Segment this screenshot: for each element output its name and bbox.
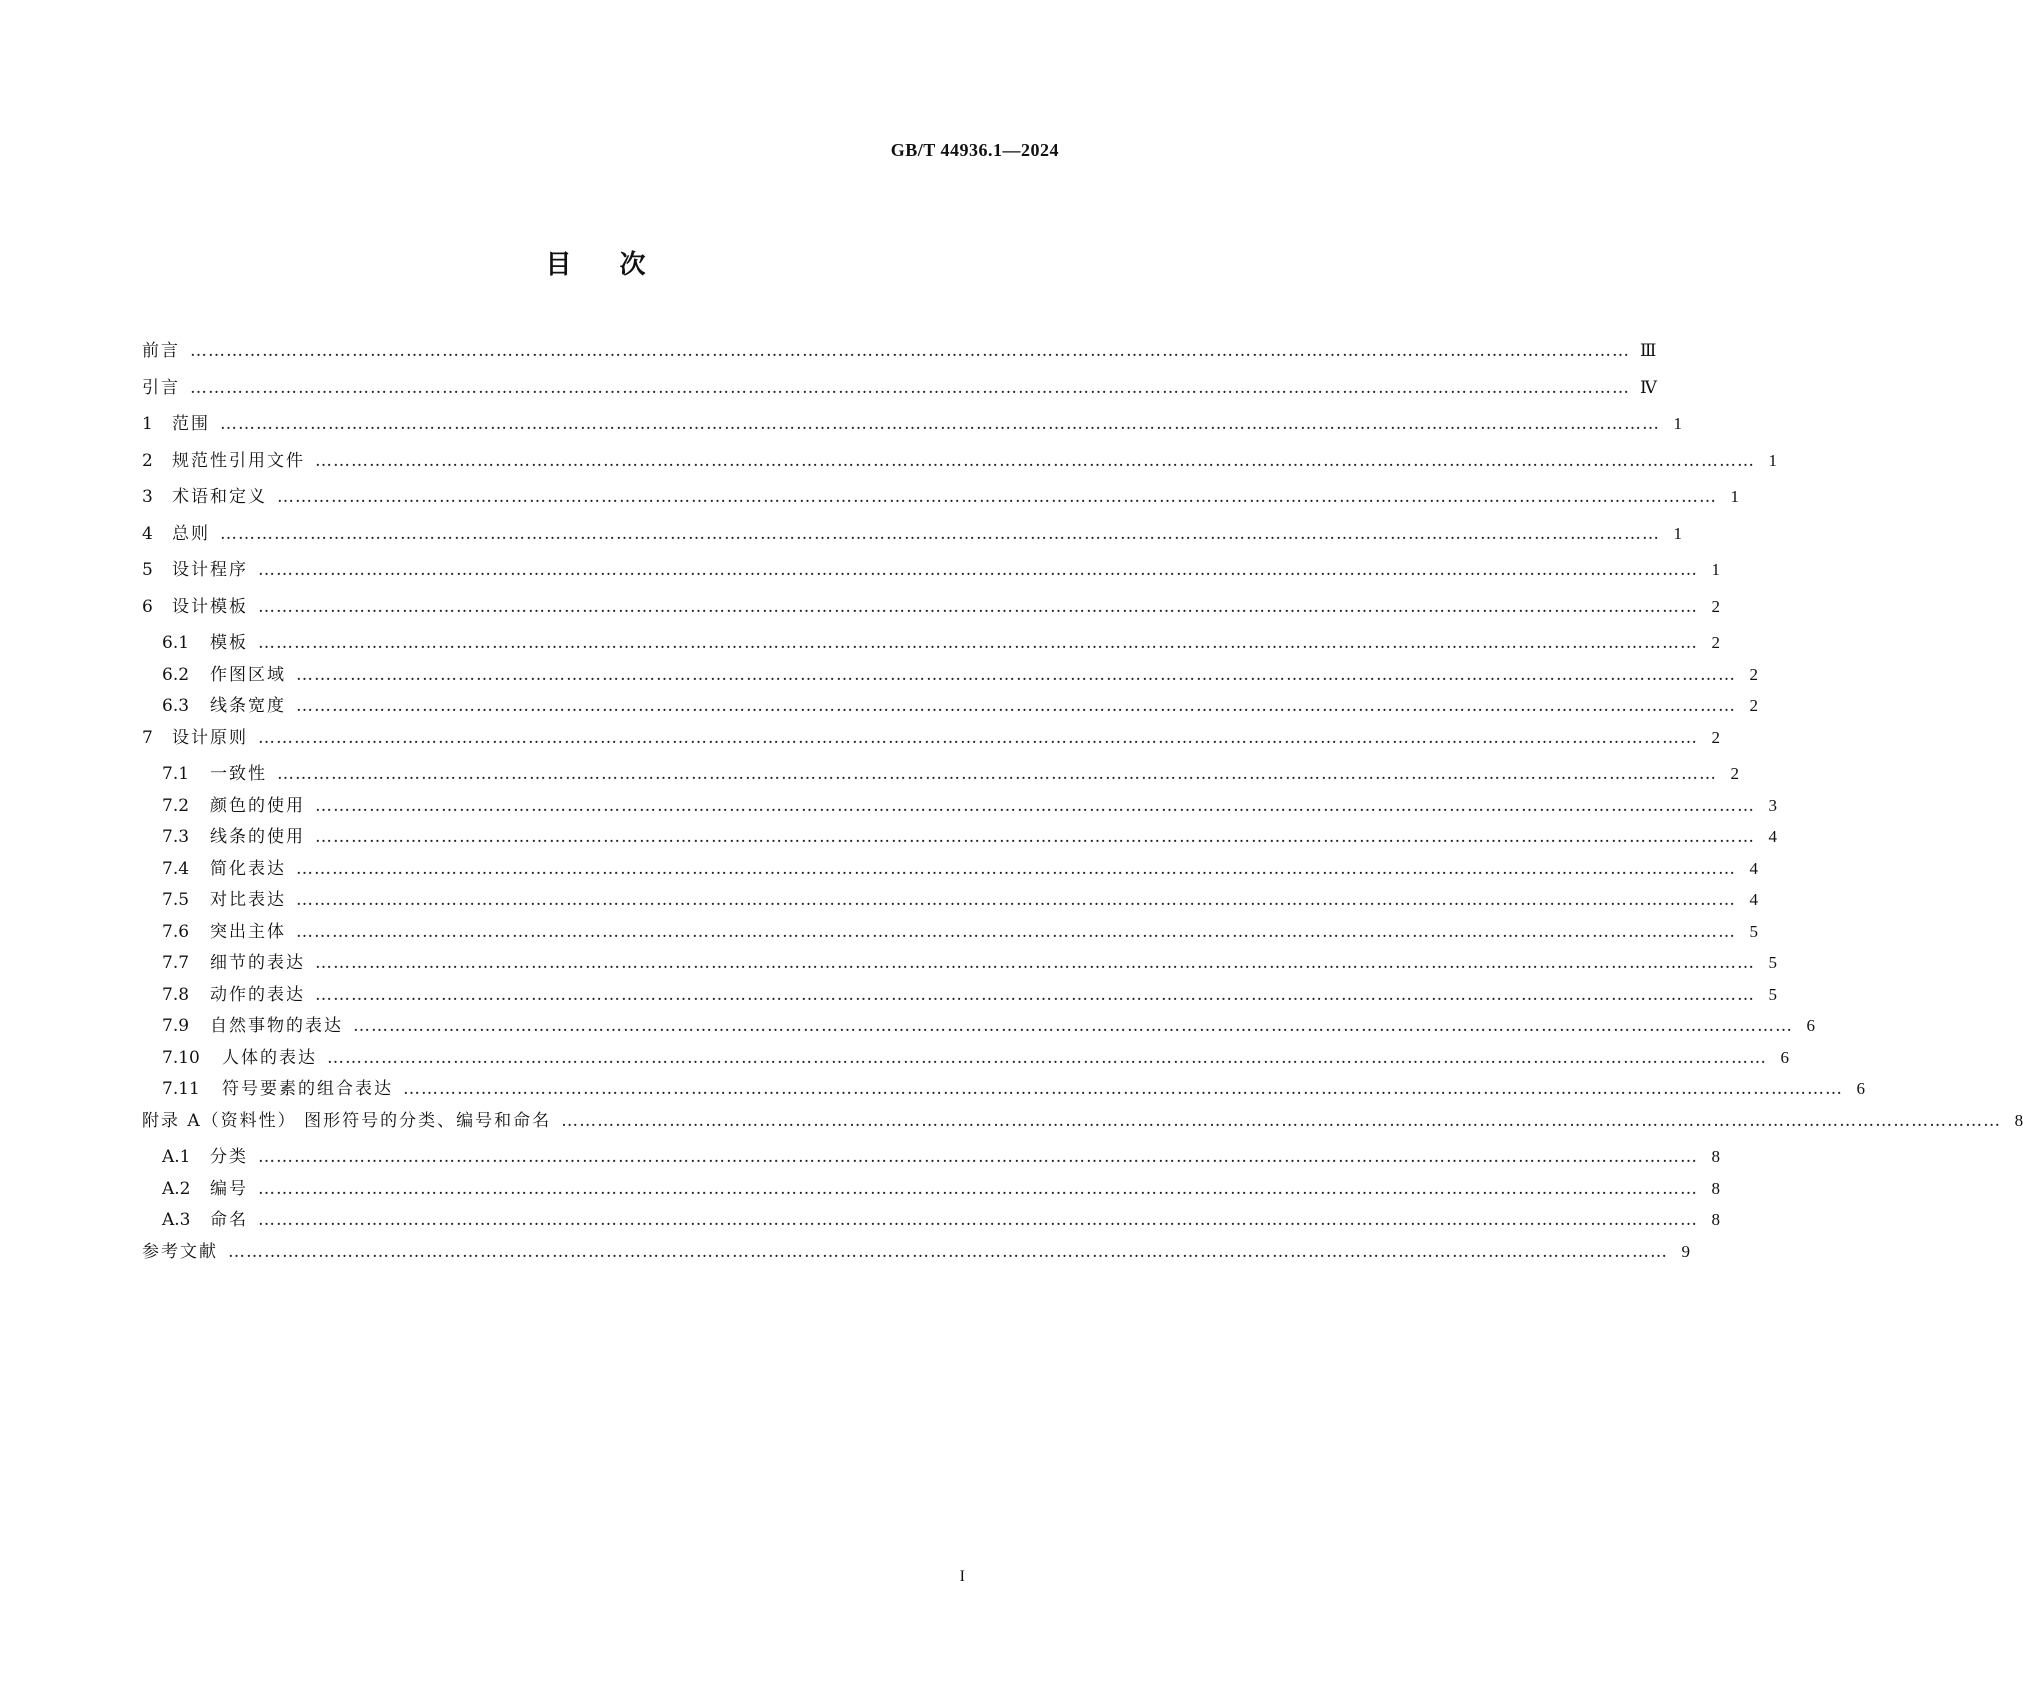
toc-page-number: 4	[1749, 890, 1758, 909]
toc-entry-title: 对比表达	[210, 890, 286, 910]
toc-page-number: 5	[1768, 953, 1777, 972]
toc-leader: ……………………………………………………………………………………………………………………………………………………………………………………………………………………	[220, 523, 1660, 544]
toc-leader: ……………………………………………………………………………………………………………………………………………………………………………………………………………………	[315, 984, 1755, 1005]
toc-entry-title: 编号	[210, 1178, 248, 1199]
toc-entry-section-7-11[interactable]	[142, 1078, 1865, 1110]
toc-entry-title: 总则	[172, 523, 210, 544]
toc-entry-title: 附录 A（资料性） 图形符号的分类、编号和命名	[142, 1110, 552, 1131]
toc-leader: ……………………………………………………………………………………………………………………………………………………………………………………………………………………	[258, 560, 1698, 580]
toc-leader: ……………………………………………………………………………………………………………………………………………………………………………………………………………………	[277, 487, 1717, 507]
toc-leader: ……………………………………………………………………………………………………………………………………………………………………………………………………………………	[561, 1110, 2002, 1131]
toc-entry-title: 突出主体	[210, 921, 286, 942]
toc-leader: ……………………………………………………………………………………………………………………………………………………………………………………………………………………	[258, 1147, 1698, 1167]
toc-entry-section-7-8[interactable]	[142, 984, 1777, 1016]
toc-page-number: 1	[1768, 450, 1777, 470]
toc-entry-number: 6.2	[162, 664, 190, 685]
toc-leader: ……………………………………………………………………………………………………………………………………………………………………………………………………………………	[315, 953, 1755, 973]
toc-entry-title: 动作的表达	[210, 984, 305, 1005]
toc-page-number: 2	[1711, 596, 1720, 616]
toc-entry-number: A.3	[162, 1210, 191, 1230]
toc-page-number: 8	[2014, 1110, 2023, 1130]
toc-entry-number: A.1	[162, 1147, 191, 1167]
toc-page-number: 4	[1749, 858, 1758, 878]
toc-entry-section-7-4[interactable]	[142, 858, 1758, 890]
toc-entry-section-6[interactable]	[142, 596, 1720, 633]
toc-entry-title: 线条宽度	[210, 696, 286, 716]
toc-page-number: 6	[1856, 1079, 1865, 1098]
toc-page-number: 1	[1673, 414, 1682, 433]
toc-entry-number: 6.1	[162, 633, 190, 653]
toc-page-number: 6	[1780, 1047, 1789, 1067]
toc-leader: ……………………………………………………………………………………………………………………………………………………………………………………………………………………	[190, 341, 1630, 361]
toc-entry-title: 引言	[142, 377, 180, 398]
toc-page-number: 8	[1711, 1147, 1720, 1166]
toc-entry-number: 6.3	[162, 696, 190, 716]
toc-page-number: 2	[1749, 664, 1758, 684]
toc-entry-number: 7.7	[162, 953, 190, 973]
toc-entry-number: 7.11	[162, 1079, 200, 1099]
toc-page-number: 5	[1768, 984, 1777, 1004]
toc-entry-section-7-1[interactable]	[142, 763, 1739, 795]
toc-entry-number: 1	[142, 414, 153, 434]
page-title: 目次	[545, 250, 694, 280]
toc-entry-number: 4	[142, 523, 153, 544]
toc-page-number: Ⅳ	[1640, 377, 1657, 397]
toc-page-number: 8	[1711, 1210, 1720, 1229]
toc-page-number: 8	[1711, 1178, 1720, 1198]
toc-entry-appendix-a[interactable]	[142, 1110, 2023, 1147]
toc-entry-number: 7.10	[162, 1047, 200, 1068]
toc-leader: ……………………………………………………………………………………………………………………………………………………………………………………………………………………	[258, 596, 1698, 617]
toc-entry-section-6-1[interactable]	[142, 632, 1720, 664]
toc-entry-section-7-10[interactable]	[142, 1047, 1789, 1079]
toc-leader: ……………………………………………………………………………………………………………………………………………………………………………………………………………………	[258, 1178, 1698, 1199]
toc-entry-title: 前言	[142, 341, 180, 361]
toc-page-number: 3	[1768, 795, 1777, 815]
toc-entry-title: 分类	[210, 1147, 248, 1167]
toc-page-number: 1	[1730, 487, 1739, 506]
toc-entry-section-5[interactable]	[142, 559, 1720, 596]
toc-entry-number: 7.3	[162, 827, 190, 847]
toc-leader: ……………………………………………………………………………………………………………………………………………………………………………………………………………………	[220, 414, 1660, 434]
toc-entry-number: 2	[142, 450, 153, 471]
toc-entry-section-7-2[interactable]	[142, 795, 1777, 827]
toc-page-number: 9	[1681, 1241, 1690, 1261]
toc-leader: ……………………………………………………………………………………………………………………………………………………………………………………………………………………	[190, 377, 1630, 398]
toc-entry-title: 范围	[172, 414, 210, 434]
toc-entry-title: 作图区域	[210, 664, 286, 685]
toc-entry-number: 7.5	[162, 890, 190, 910]
toc-entry-section-7-3[interactable]	[142, 826, 1777, 858]
toc-leader: ……………………………………………………………………………………………………………………………………………………………………………………………………………………	[258, 633, 1698, 653]
toc-entry-section-7-6[interactable]	[142, 921, 1758, 953]
toc-entry-section-3[interactable]	[142, 486, 1739, 523]
toc-entry-number: 7.1	[162, 764, 190, 784]
toc-page-number: 2	[1711, 633, 1720, 652]
toc-leader: ……………………………………………………………………………………………………………………………………………………………………………………………………………………	[296, 858, 1736, 879]
toc-entry-section-7-7[interactable]	[142, 952, 1777, 984]
toc-entry-title: 线条的使用	[210, 827, 305, 847]
toc-leader: ……………………………………………………………………………………………………………………………………………………………………………………………………………………	[353, 1016, 1793, 1036]
toc-entry-number: A.2	[162, 1178, 191, 1199]
toc-leader: ……………………………………………………………………………………………………………………………………………………………………………………………………………………	[296, 890, 1736, 910]
toc-leader: ……………………………………………………………………………………………………………………………………………………………………………………………………………………	[258, 727, 1698, 748]
toc-entry-title: 模板	[210, 633, 248, 653]
toc-page-number: 1	[1673, 523, 1682, 543]
toc-entry-section-7-9[interactable]	[142, 1015, 1815, 1047]
toc-entry-section-7[interactable]	[142, 727, 1720, 764]
toc-entry-title: 符号要素的组合表达	[222, 1079, 393, 1099]
toc-entry-title: 简化表达	[210, 858, 286, 879]
toc-entry-number: 5	[142, 560, 153, 580]
toc-leader: ……………………………………………………………………………………………………………………………………………………………………………………………………………………	[296, 921, 1736, 942]
toc-entry-title: 颜色的使用	[210, 795, 305, 816]
toc-page-number: 6	[1806, 1016, 1815, 1035]
toc-entry-title: 设计程序	[172, 560, 248, 580]
toc-entry-introduction[interactable]	[142, 377, 1657, 414]
toc-leader: ……………………………………………………………………………………………………………………………………………………………………………………………………………………	[327, 1047, 1767, 1068]
toc-entry-appendix-a-3[interactable]	[142, 1209, 1720, 1241]
toc-entry-title: 细节的表达	[210, 953, 305, 973]
toc-entry-number: 7.2	[162, 795, 190, 816]
toc-page-number: Ⅲ	[1640, 341, 1657, 360]
toc-entry-section-1[interactable]	[142, 413, 1682, 450]
toc-leader: ……………………………………………………………………………………………………………………………………………………………………………………………………………………	[228, 1241, 1668, 1262]
toc-page-number: 2	[1730, 764, 1739, 783]
toc-entry-title: 设计模板	[172, 596, 248, 617]
toc-entry-number: 7.4	[162, 858, 190, 879]
toc-entry-bibliography[interactable]	[142, 1241, 1690, 1278]
toc-entry-number: 6	[142, 596, 153, 617]
toc-leader: ……………………………………………………………………………………………………………………………………………………………………………………………………………………	[296, 664, 1736, 685]
toc-page-number: 5	[1749, 921, 1758, 941]
toc-entry-title: 规范性引用文件	[172, 450, 305, 471]
toc-leader: ……………………………………………………………………………………………………………………………………………………………………………………………………………………	[315, 450, 1755, 471]
toc-entry-title: 设计原则	[172, 727, 248, 748]
toc-entry-appendix-a-2[interactable]	[142, 1178, 1720, 1210]
toc-leader: ……………………………………………………………………………………………………………………………………………………………………………………………………………………	[277, 764, 1717, 784]
document-code: GB/T 44936.1—2024	[890, 140, 1059, 160]
toc-page-number: 1	[1711, 560, 1720, 579]
toc-leader: ……………………………………………………………………………………………………………………………………………………………………………………………………………………	[315, 827, 1755, 847]
toc-entry-number: 7.6	[162, 921, 190, 942]
toc-entry-title: 术语和定义	[172, 487, 267, 507]
toc-page-number: 4	[1768, 827, 1777, 846]
toc-entry-section-4[interactable]	[142, 523, 1682, 560]
toc-entry-section-7-5[interactable]	[142, 889, 1758, 921]
toc-entry-foreword[interactable]	[142, 340, 1657, 377]
toc-entry-title: 自然事物的表达	[210, 1016, 343, 1036]
toc-entry-section-6-3[interactable]	[142, 695, 1758, 727]
toc-leader: ……………………………………………………………………………………………………………………………………………………………………………………………………………………	[258, 1210, 1698, 1230]
toc-entry-title: 一致性	[210, 764, 267, 784]
toc-entry-title: 参考文献	[142, 1241, 218, 1262]
toc-leader: ……………………………………………………………………………………………………………………………………………………………………………………………………………………	[403, 1079, 1843, 1099]
toc-page-number: 2	[1711, 727, 1720, 747]
page-number: I	[959, 1568, 965, 1585]
toc-leader: ……………………………………………………………………………………………………………………………………………………………………………………………………………………	[296, 696, 1736, 716]
toc-entry-appendix-a-1[interactable]	[142, 1146, 1720, 1178]
toc-entry-section-2[interactable]	[142, 450, 1777, 487]
toc-entry-section-6-2[interactable]	[142, 664, 1758, 696]
toc-entry-title: 人体的表达	[222, 1047, 317, 1068]
table-of-contents	[142, 340, 2023, 1277]
toc-page-number: 2	[1749, 696, 1758, 715]
toc-entry-title: 命名	[210, 1210, 248, 1230]
toc-entry-number: 7.9	[162, 1016, 190, 1036]
toc-entry-number: 3	[142, 487, 153, 507]
toc-leader: ……………………………………………………………………………………………………………………………………………………………………………………………………………………	[315, 795, 1755, 816]
toc-entry-number: 7.8	[162, 984, 190, 1005]
toc-entry-number: 7	[142, 727, 153, 748]
